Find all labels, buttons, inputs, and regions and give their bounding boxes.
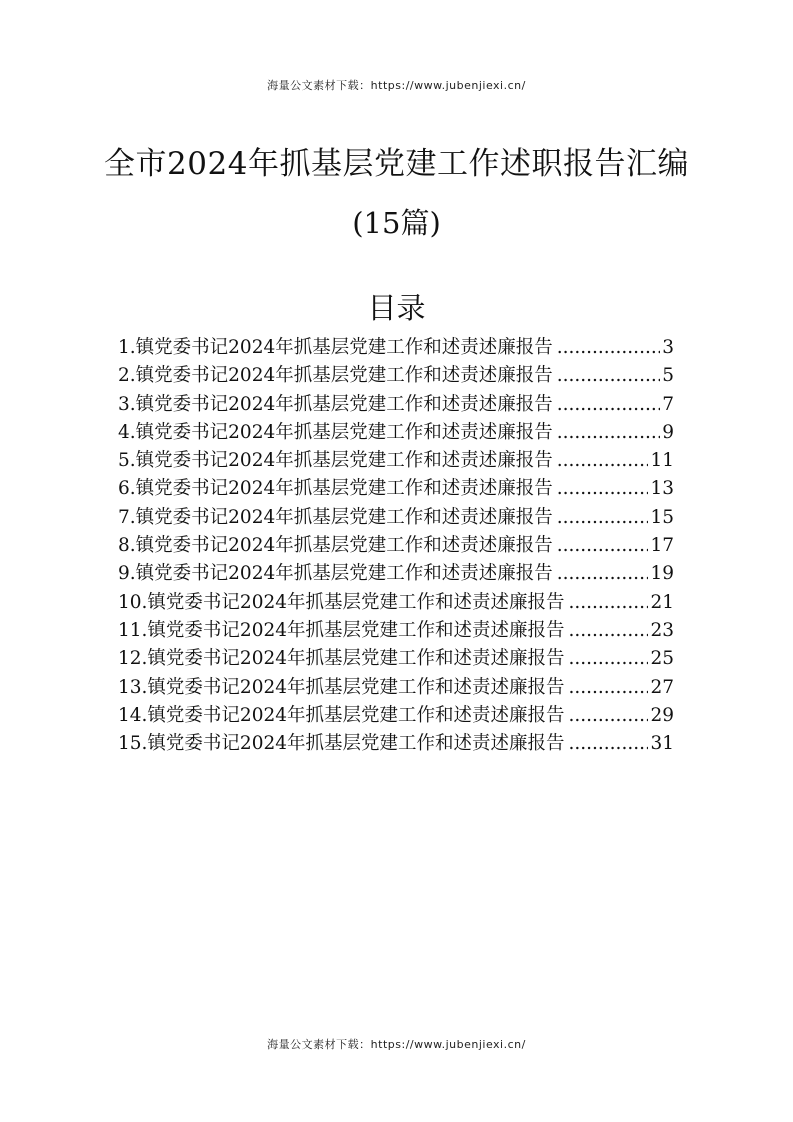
document-subtitle: (15篇) [352, 206, 441, 240]
toc-leader-dots [569, 702, 649, 730]
toc-entry-page: 17 [650, 535, 674, 557]
toc-leader-dots [557, 362, 660, 390]
toc-entry-title: 6.镇党委书记2024年抓基层党建工作和述责述廉报告 [118, 478, 553, 500]
toc-leader-dots [557, 334, 660, 362]
toc-entry-title: 15.镇党委书记2024年抓基层党建工作和述责述廉报告 [118, 733, 565, 755]
toc-leader-dots [569, 645, 649, 673]
toc-entry[interactable] [118, 532, 674, 560]
document-title: 全市2024年抓基层党建工作述职报告汇编 [104, 146, 689, 182]
toc-entry-page: 3 [662, 337, 674, 358]
toc-entry-title: 11.镇党委书记2024年抓基层党建工作和述责述廉报告 [118, 619, 565, 641]
toc-entry-title: 8.镇党委书记2024年抓基层党建工作和述责述廉报告 [118, 535, 553, 557]
toc-leader-dots [569, 617, 649, 645]
toc-entry-title: 14.镇党委书记2024年抓基层党建工作和述责述廉报告 [118, 704, 565, 726]
toc-entry-title: 5.镇党委书记2024年抓基层党建工作和述责述廉报告 [118, 450, 553, 472]
toc-entry-page: 31 [650, 733, 674, 755]
toc-entry-title: 12.镇党委书记2024年抓基层党建工作和述责述廉报告 [118, 648, 565, 670]
toc-heading: 目录 [367, 291, 426, 325]
toc-entry-page: 13 [650, 478, 674, 500]
toc-entry-page: 11 [650, 450, 674, 472]
toc-entry[interactable] [118, 447, 674, 475]
toc-leader-dots [569, 674, 649, 702]
toc-entry-page: 21 [650, 591, 674, 613]
toc-entry[interactable] [118, 617, 674, 645]
toc-entry-title: 4.镇党委书记2024年抓基层党建工作和述责述廉报告 [118, 421, 553, 443]
toc-entry[interactable] [118, 475, 674, 503]
toc-leader-dots [569, 730, 649, 758]
toc-entry-page: 29 [650, 704, 674, 726]
toc-entry[interactable] [118, 730, 674, 758]
header-download-note: 海量公文素材下载：https://www.jubenjiexi.cn/ [267, 79, 526, 92]
toc-entry-title: 2.镇党委书记2024年抓基层党建工作和述责述廉报告 [118, 365, 553, 387]
toc-entry[interactable] [118, 419, 674, 447]
toc-entry-page: 9 [662, 421, 674, 443]
toc-entry-page: 5 [662, 365, 674, 387]
toc-entry[interactable] [118, 674, 674, 702]
toc-leader-dots [557, 560, 649, 588]
toc-leader-dots [569, 589, 649, 617]
toc-entry[interactable] [118, 645, 674, 673]
toc-entry-page: 19 [650, 563, 674, 585]
table-of-contents [118, 334, 674, 758]
toc-leader-dots [557, 447, 649, 475]
toc-entry[interactable] [118, 334, 674, 362]
toc-entry-page: 25 [650, 648, 674, 670]
toc-entry-title: 3.镇党委书记2024年抓基层党建工作和述责述廉报告 [118, 393, 553, 415]
toc-entry[interactable] [118, 362, 674, 390]
toc-leader-dots [557, 532, 649, 560]
toc-entry-page: 23 [650, 619, 674, 641]
toc-entry-title: 10.镇党委书记2024年抓基层党建工作和述责述廉报告 [118, 591, 565, 613]
toc-entry-title: 9.镇党委书记2024年抓基层党建工作和述责述廉报告 [118, 563, 553, 585]
toc-entry[interactable] [118, 504, 674, 532]
toc-entry[interactable] [118, 589, 674, 617]
toc-entry[interactable] [118, 560, 674, 588]
toc-entry-page: 7 [662, 393, 674, 415]
toc-leader-dots [557, 475, 649, 503]
toc-entry[interactable] [118, 702, 674, 730]
toc-entry[interactable] [118, 391, 674, 419]
toc-entry-title: 7.镇党委书记2024年抓基层党建工作和述责述廉报告 [118, 506, 553, 528]
toc-leader-dots [557, 504, 649, 532]
toc-leader-dots [557, 419, 660, 447]
toc-entry-page: 15 [650, 506, 674, 528]
toc-entry-title: 1.镇党委书记2024年抓基层党建工作和述责述廉报告 [118, 337, 553, 358]
toc-entry-page: 27 [650, 676, 674, 698]
footer-download-note: 海量公文素材下载：https://www.jubenjiexi.cn/ [267, 1038, 526, 1051]
toc-entry-title: 13.镇党委书记2024年抓基层党建工作和述责述廉报告 [118, 676, 565, 698]
toc-leader-dots [557, 391, 660, 419]
